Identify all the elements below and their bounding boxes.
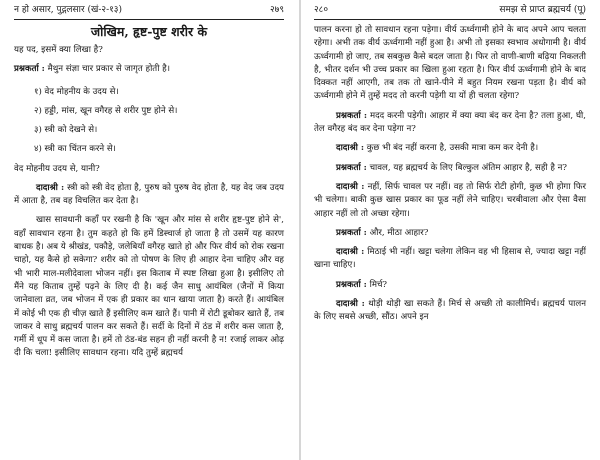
header-rule (14, 19, 284, 20)
question-text: मैथुन संज्ञा चार प्रकार से जागृत होती है। (47, 64, 170, 75)
left-page-header (14, 4, 284, 16)
list-item: ४) स्त्री का चिंतन करने से। (34, 143, 116, 154)
speaker-label: दादाश्री : (336, 181, 365, 192)
turn-text: मदद करनी पड़ेगी। आहार में क्या क्या बंद कर देना है? तला हुआ, घी, तेल वगैरह बंद कर देना पड़ेगा न? (314, 110, 586, 135)
dialogue-turn (314, 181, 586, 221)
turn-text: मिठाई भी नहीं। खट्टा चलेगा लेकिन वह भी हिसाब से, ज्यादा खट्टा नहीं खाना चाहिए। (314, 247, 586, 271)
list-item: १) वेद मोहनीय के उदय से। (34, 86, 119, 97)
turn-text: और, मीठा आहार? (369, 227, 429, 238)
dialogue-turn (314, 246, 586, 273)
dialogue-turn (314, 162, 586, 175)
page-number: २८० (314, 5, 329, 15)
section-heading: जोखिम, हृष्ट-पुष्ट शरीर के (90, 24, 208, 39)
running-title: समझ से प्राप्त ब्रह्मचर्य (पू) (499, 5, 586, 15)
dialogue (314, 110, 586, 325)
turn-text: मिर्च? (369, 279, 388, 290)
speaker-label: दादाश्री : (336, 143, 365, 154)
page-number: २७९ (269, 5, 284, 15)
followup-question: वेद मोहनीय उदय से, यानी? (14, 163, 100, 174)
dialogue-turn (314, 279, 586, 292)
point-list (14, 83, 284, 159)
answer-text: स्त्री को स्त्री वेद होता है, पुरुष को पुरुष वेद होता है, यह वेद जब उदय में आता है, तब वह विचलित कर देता है। (14, 182, 285, 207)
turn-text: चावल, यह ब्रह्मचर्य के लिए बिल्कुल अंतिम आहार है, सही है न? (369, 162, 568, 173)
speaker-label: प्रश्नकर्ता : (336, 162, 367, 173)
speaker-label: प्रश्नकर्ता : (336, 227, 367, 238)
speaker-label: प्रश्नकर्ता : (336, 279, 367, 290)
dialogue-turn (314, 227, 586, 240)
speaker-label: दादाश्री : (336, 247, 365, 258)
list-item: २) हड्डी, मांस, खून वगैरह से शरीर पुष्ट होने से। (34, 105, 178, 116)
body-paragraph: पालन करना हो तो सावधान रहना पड़ेगा। वीर्य ऊर्ध्वगामी होने के बाद अपने आप चलता रहेगा। अभी तक वीर्य ऊर्ध्वगामी नहीं हुआ है। अभी तो इसका स्वभाव अधोगामी है। वीर्य ऊर्ध्वगामी हो जाए, तब सबकुछ कैसे बदल जाता है। फिर तो वाणी-बाणी बढ़िया निकलती है, भीतर दर्शन भी उच्च प्रकार का खिला हुआ रहता है। फिर वीर्य ऊर्ध्वगामी होने के बाद दिक्कत नहीं आएगी, तब तक तो खाने-पीने में बहुत नियम रखना पड़ता है। वीर्य को ऊर्ध्वगामी होने में तुम्हें मदद तो करनी पड़ेगी या यों ही चलता रहेगा? (314, 25, 586, 102)
dialogue-turn (314, 298, 586, 325)
turn-text: कुछ भी बंद नहीं करना है, उसकी मात्रा कम कर देनी है। (366, 143, 539, 154)
intro-line: यह पद, इसमें क्या लिखा है? (14, 45, 103, 55)
turn-text: नहीं, सिर्फ चावल पर नहीं। वह तो सिर्फ रोटी होगी, कुछ भी होगा फिर भी चलेगा। बाकी कुछ खास प्रकार का फूड नहीं लेने चाहिए। चरबीवाला और ऐसा वैसा आहार नहीं लो तो अच्छा रहेगा। (314, 181, 586, 219)
body-paragraph: खास सावधानी कहाँ पर रखनी है कि 'खून और मांस से शरीर हृष्ट-पुष्ट होने से', वहाँ सावधान रहना है। तुम कहते हो कि हमें डिस्चार्ज हो जाता है तो उसमें यह कारण बाधक है। अब ये श्रीखंड, पकौड़े, जलेबियाँ वगैरह खाते हो और फिर वीर्य को रोक रखना चाहो, यह कैसे हो सकेगा? शरीर को तो पोषण के लिए ही आहार देना चाहिए और वह भी भारी माल-मलीदेवाला भोजन नहीं। इस किताब में स्पष्ट लिखा हुआ है। इसीलिए तो मैंने यह किताब तुम्हें पढ़ने के लिए दी है। कई जैन साधु आयंबिल (जैनों में किया जानेवाला व्रत, जब भोजन में एक ही प्रकार का धान खाया जाता है) करते हैं। आयंबिल में कोई भी एक ही चीज़ खाते हैं इसीलिए कम खाते हैं। पानी में रोटी डूबोकर खाते हैं, तब जाकर वे साधु ब्रह्मचर्य पालन कर सकते हैं। सर्दी के दिनों में ठंड में शरीर कस जाता है, गर्मी में धूप में कस जाता है। हमें तो ठंड-बंड सहन ही नहीं करनी है न! रजाई लाकर ओढ़ दी कि चला! इसीलिए सावधान रहना। यदि तुम्हें ब्रह्मचर्य (14, 215, 284, 359)
running-title: न हो असार, पुद्गलसार (खं-२-१३) (14, 5, 122, 15)
answer (14, 182, 284, 209)
header-rule (314, 19, 586, 20)
right-page-header (314, 4, 586, 16)
question (14, 63, 284, 76)
turn-text: थोड़ी थोड़ी खा सकते हैं। मिर्च से अच्छी तो कालीमिर्च। ब्रह्मचर्य पालन के लिए सबसे अच्छी, सौंठ। अपने इन (314, 299, 586, 323)
list-item: ३) स्त्री को देखने से। (34, 124, 98, 135)
speaker-label: दादाश्री : (336, 299, 365, 310)
speaker-label: दादाश्री : (36, 182, 65, 193)
speaker-label: प्रश्नकर्ता : (336, 110, 368, 121)
dialogue-turn (314, 142, 586, 155)
dialogue-turn (314, 110, 586, 137)
right-page (300, 0, 600, 460)
speaker-label: प्रश्नकर्ता : (14, 64, 45, 75)
